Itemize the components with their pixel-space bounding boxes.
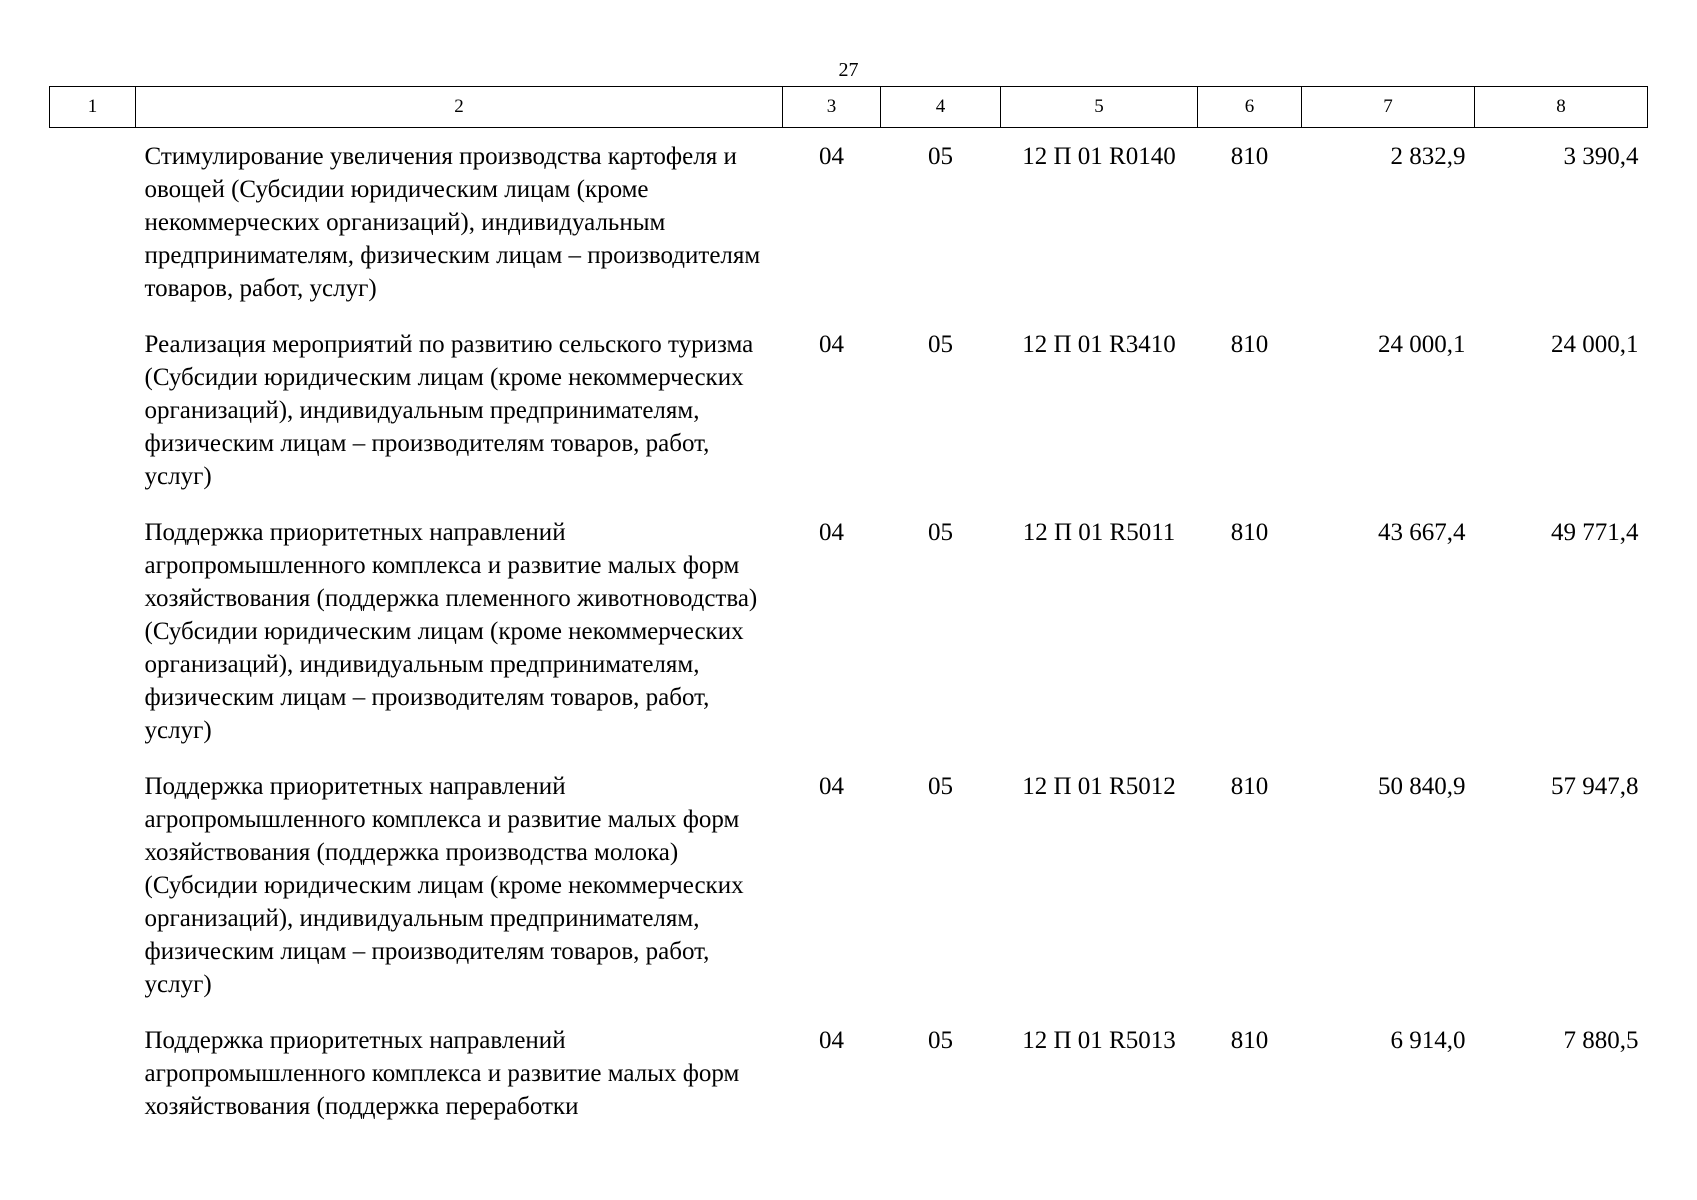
expense-name: Поддержка приоритетных направлений агропромышленного комплекса и развитие малых форм хозяйствования (поддержка производства молока) (Субсидии юридическим лицам (кроме некоммерческих организаций), индивидуальным предпринимателям, физическим лицам – производителям товаров, работ, услуг) (144, 773, 744, 998)
amount-col-8: 7 880,5 (1563, 1027, 1639, 1054)
amount-col-8: 49 771,4 (1551, 519, 1639, 546)
target-article-code: 12 П 01 R5012 (1022, 773, 1176, 800)
header-col-6: 6 (1198, 87, 1302, 128)
expense-type-code: 810 (1230, 1027, 1269, 1054)
row-number-cell (50, 128, 136, 319)
table-header (50, 87, 1648, 128)
section-code: 04 (819, 1027, 844, 1054)
subsection-code: 05 (928, 143, 953, 170)
subsection-code: 05 (928, 331, 953, 358)
header-col-7: 7 (1302, 87, 1475, 128)
section-code: 04 (819, 143, 844, 170)
section-code: 04 (819, 331, 844, 358)
row-number-cell (50, 506, 136, 760)
header-col-4: 4 (881, 87, 1001, 128)
target-article-code: 12 П 01 R0140 (1022, 143, 1176, 170)
header-col-1: 1 (50, 87, 136, 128)
header-col-8: 8 (1475, 87, 1648, 128)
section-code: 04 (819, 773, 844, 800)
amount-col-8: 57 947,8 (1551, 773, 1639, 800)
section-code: 04 (819, 519, 844, 546)
expense-name: Поддержка приоритетных направлений агропромышленного комплекса и развитие малых форм хозяйствования (поддержка переработки (144, 1027, 740, 1120)
expense-type-code: 810 (1230, 143, 1269, 170)
amount-col-7: 43 667,4 (1378, 519, 1466, 546)
row-number-cell (50, 760, 136, 1014)
amount-col-7: 24 000,1 (1378, 331, 1466, 358)
table-row (50, 506, 1648, 760)
budget-table (49, 86, 1648, 1136)
expense-type-code: 810 (1230, 331, 1269, 358)
page-number: 27 (838, 59, 859, 81)
amount-col-7: 6 914,0 (1390, 1027, 1466, 1054)
amount-col-7: 2 832,9 (1390, 143, 1466, 170)
amount-col-8: 24 000,1 (1551, 331, 1639, 358)
header-row (50, 87, 1648, 128)
table-row (50, 318, 1648, 506)
amount-col-7: 50 840,9 (1378, 773, 1466, 800)
target-article-code: 12 П 01 R3410 (1022, 331, 1176, 358)
row-number-cell (50, 1014, 136, 1136)
subsection-code: 05 (928, 773, 953, 800)
subsection-code: 05 (928, 519, 953, 546)
target-article-code: 12 П 01 R5011 (1022, 519, 1176, 546)
expense-name: Поддержка приоритетных направлений агропромышленного комплекса и развитие малых форм хозяйствования (поддержка племенного животноводства) (Субсидии юридическим лицам (кроме некоммерческих организаций), индивидуальным предпринимателям, физическим лицам – производителям товаров, работ, услуг) (144, 519, 758, 744)
expense-type-code: 810 (1230, 519, 1269, 546)
subsection-code: 05 (928, 1027, 953, 1054)
table-body (50, 128, 1648, 1137)
expense-type-code: 810 (1230, 773, 1269, 800)
target-article-code: 12 П 01 R5013 (1022, 1027, 1176, 1054)
expense-name: Реализация мероприятий по развитию сельского туризма (Субсидии юридическим лицам (кроме некоммерческих организаций), индивидуальным предпринимателям, физическим лицам – производителям товаров, работ, услуг) (144, 331, 754, 490)
expense-name: Стимулирование увеличения производства картофеля и овощей (Субсидии юридическим лицам (кроме некоммерческих организаций), индивидуальным предпринимателям, физическим лицам – производителям товаров, работ, услуг) (144, 143, 761, 302)
table-row (50, 1014, 1648, 1136)
header-col-2: 2 (136, 87, 783, 128)
amount-col-8: 3 390,4 (1563, 143, 1639, 170)
table-row (50, 128, 1648, 319)
table-row (50, 760, 1648, 1014)
header-col-3: 3 (783, 87, 881, 128)
row-number-cell (50, 318, 136, 506)
header-col-5: 5 (1001, 87, 1198, 128)
